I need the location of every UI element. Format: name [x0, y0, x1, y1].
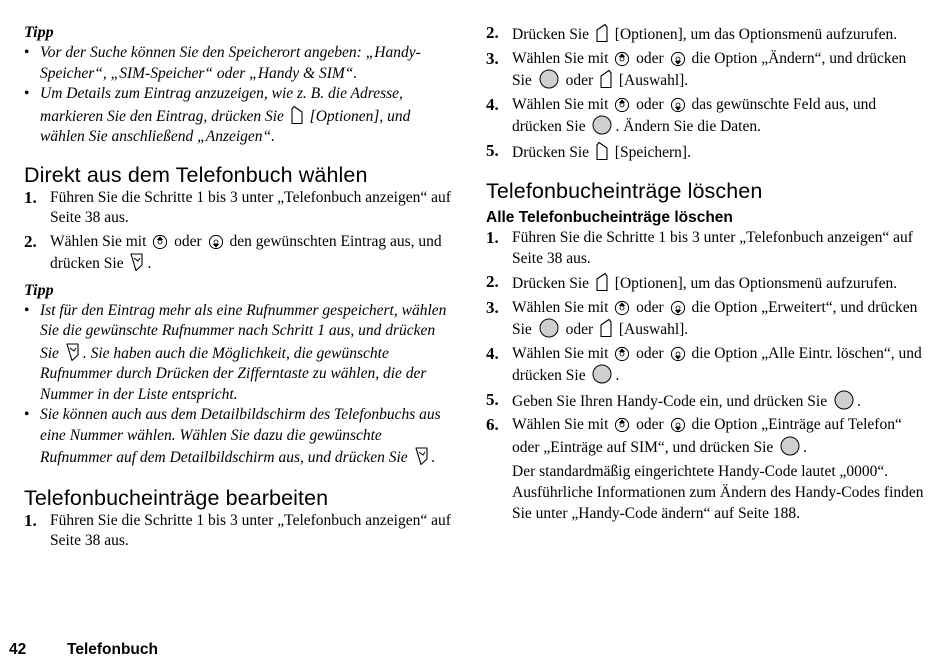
left-column [24, 0, 454, 555]
right-softkey-icon [599, 69, 613, 89]
right-softkey-icon [595, 272, 609, 292]
step-item: 5. Geben Sie Ihren Handy-Code ein, und drücken Sie . [486, 389, 861, 410]
nav-down-icon [670, 346, 686, 362]
left-softkey-icon [595, 141, 609, 161]
nav-up-icon [614, 51, 630, 67]
nav-up-icon [614, 300, 630, 316]
nav-down-icon [670, 51, 686, 67]
send-key-icon [414, 446, 430, 466]
nav-up-icon [614, 346, 630, 362]
step-item: 2. Drücken Sie [Optionen], um das Optionsmenü aufzurufen. [486, 272, 898, 292]
center-key-icon [833, 390, 855, 410]
step-number: 4. [486, 343, 499, 363]
step-number: 3. [486, 48, 499, 68]
tip-item: • Ist für den Eintrag mehr als eine Rufnummer gespeichert, wählen Sie die gewünschte Rufnummer nach Schritt 1 aus, und drücken Sie . Sie haben auch die Möglichkeit, die gewünschte Rufnummer durch Drücken der Zifferntaste zu wählen, die der Nummer in der Liste entspricht. [24, 301, 454, 406]
right-softkey-icon [595, 23, 609, 43]
center-key-icon [779, 436, 801, 456]
step-item: 2. Drücken Sie [Optionen], um das Optionsmenü aufzurufen. [486, 23, 898, 43]
tip-box-search [24, 23, 454, 148]
step-number: 1. [24, 510, 37, 530]
tip-item: • Um Details zum Eintrag anzuzeigen, wie z. B. die Adresse, markieren Sie den Eintrag, drücken Sie [Optionen], und wählen Sie anschließend „Anzeigen“. [24, 84, 454, 148]
step-list [486, 228, 926, 458]
step-number: 3. [486, 297, 499, 317]
tip-box-multiple-numbers [24, 281, 454, 469]
send-key-icon [65, 342, 81, 362]
nav-down-icon [208, 234, 224, 250]
step-number: 6. [486, 415, 499, 434]
step-list [24, 188, 454, 275]
step-number: 2. [24, 231, 37, 251]
step-item: 4. Wählen Sie mit oder das gewünschte Feld aus, und drücken Sie . Ändern Sie die Daten. [486, 94, 877, 135]
tip-item: • Sie können auch aus dem Detailbildschirm des Telefonbuchs aus eine Nummer wählen. Wählen Sie dazu die gewünschte Rufnummer auf dem Detailbildschirm aus, und drücken Sie . [24, 405, 454, 469]
center-key-icon [591, 364, 613, 384]
left-softkey-icon [290, 105, 304, 125]
nav-down-icon [670, 300, 686, 316]
nav-up-icon [152, 234, 168, 250]
section-title: Telefonbucheinträge löschen [486, 179, 763, 203]
step-number: 2. [486, 272, 499, 291]
center-key-icon [538, 69, 560, 89]
section-title: Telefonbucheinträge bearbeiten [24, 485, 329, 510]
step-number: 5. [486, 389, 499, 409]
page-footer [9, 641, 158, 659]
step-number: 4. [486, 94, 499, 114]
step-item: 4. Wählen Sie mit oder die Option „Alle Eintr. löschen“, und drücken Sie . [486, 343, 922, 384]
nav-up-icon [614, 417, 630, 433]
tip-heading: Tipp [24, 281, 54, 299]
section-subtitle: Alle Telefonbucheinträge löschen [486, 209, 733, 226]
tip-list [24, 301, 454, 469]
step-item: 1. Führen Sie die Schritte 1 bis 3 unter „Telefonbuch anzeigen“ auf Seite 38 aus. [24, 187, 451, 226]
step-number: 2. [486, 23, 499, 42]
step-number: 1. [24, 187, 37, 207]
right-column [486, 0, 926, 524]
step-item: 3. Wählen Sie mit oder die Option „Ändern“, und drücken Sie oder [Auswahl]. [486, 48, 907, 89]
center-key-icon [538, 318, 560, 338]
step-item: 6. Wählen Sie mit oder die Option „Einträge auf Telefon“ oder „Einträge auf SIM“, und drücken Sie . [486, 415, 902, 456]
nav-down-icon [670, 97, 686, 113]
nav-down-icon [670, 417, 686, 433]
section-title: Direkt aus dem Telefonbuch wählen [24, 162, 368, 187]
page-number: 42 [9, 641, 27, 658]
step-list-edit-continued [486, 23, 926, 163]
footer-section-name: Telefonbuch [67, 641, 158, 658]
section-edit-entries [24, 485, 454, 552]
tip-list [24, 43, 454, 148]
step-item: 1. Führen Sie die Schritte 1 bis 3 unter „Telefonbuch anzeigen“ auf Seite 38 aus. [24, 510, 451, 549]
step-item: 5. Drücken Sie [Speichern]. [486, 140, 691, 161]
send-key-icon [129, 252, 145, 272]
section-delete-entries [486, 178, 926, 524]
step-list [24, 511, 454, 552]
handy-code-note: Der standardmäßig eingerichtete Handy-Code lautet „0000“. Ausführliche Informationen zum Ändern des Handy-Codes finden Sie unter „Handy-Code ändern“ auf Seite 188. [512, 463, 924, 522]
tip-heading: Tipp [24, 24, 54, 41]
tip-item: • Vor der Suche können Sie den Speicherort angeben: „Handy-Speicher“, „SIM-Speicher“ oder „Handy & SIM“. [24, 43, 454, 84]
nav-up-icon [614, 97, 630, 113]
right-softkey-icon [599, 318, 613, 338]
step-item: 3. Wählen Sie mit oder die Option „Erweitert“, und drücken Sie oder [Auswahl]. [486, 297, 918, 338]
center-key-icon [591, 115, 613, 135]
step-item: 1. Führen Sie die Schritte 1 bis 3 unter „Telefonbuch anzeigen“ auf Seite 38 aus. [486, 228, 913, 267]
step-item: 2. Wählen Sie mit oder den gewünschten Eintrag aus, und drücken Sie . [24, 231, 442, 272]
step-number: 5. [486, 140, 499, 160]
step-number: 1. [486, 228, 499, 247]
section-dial-from-phonebook [24, 162, 454, 275]
